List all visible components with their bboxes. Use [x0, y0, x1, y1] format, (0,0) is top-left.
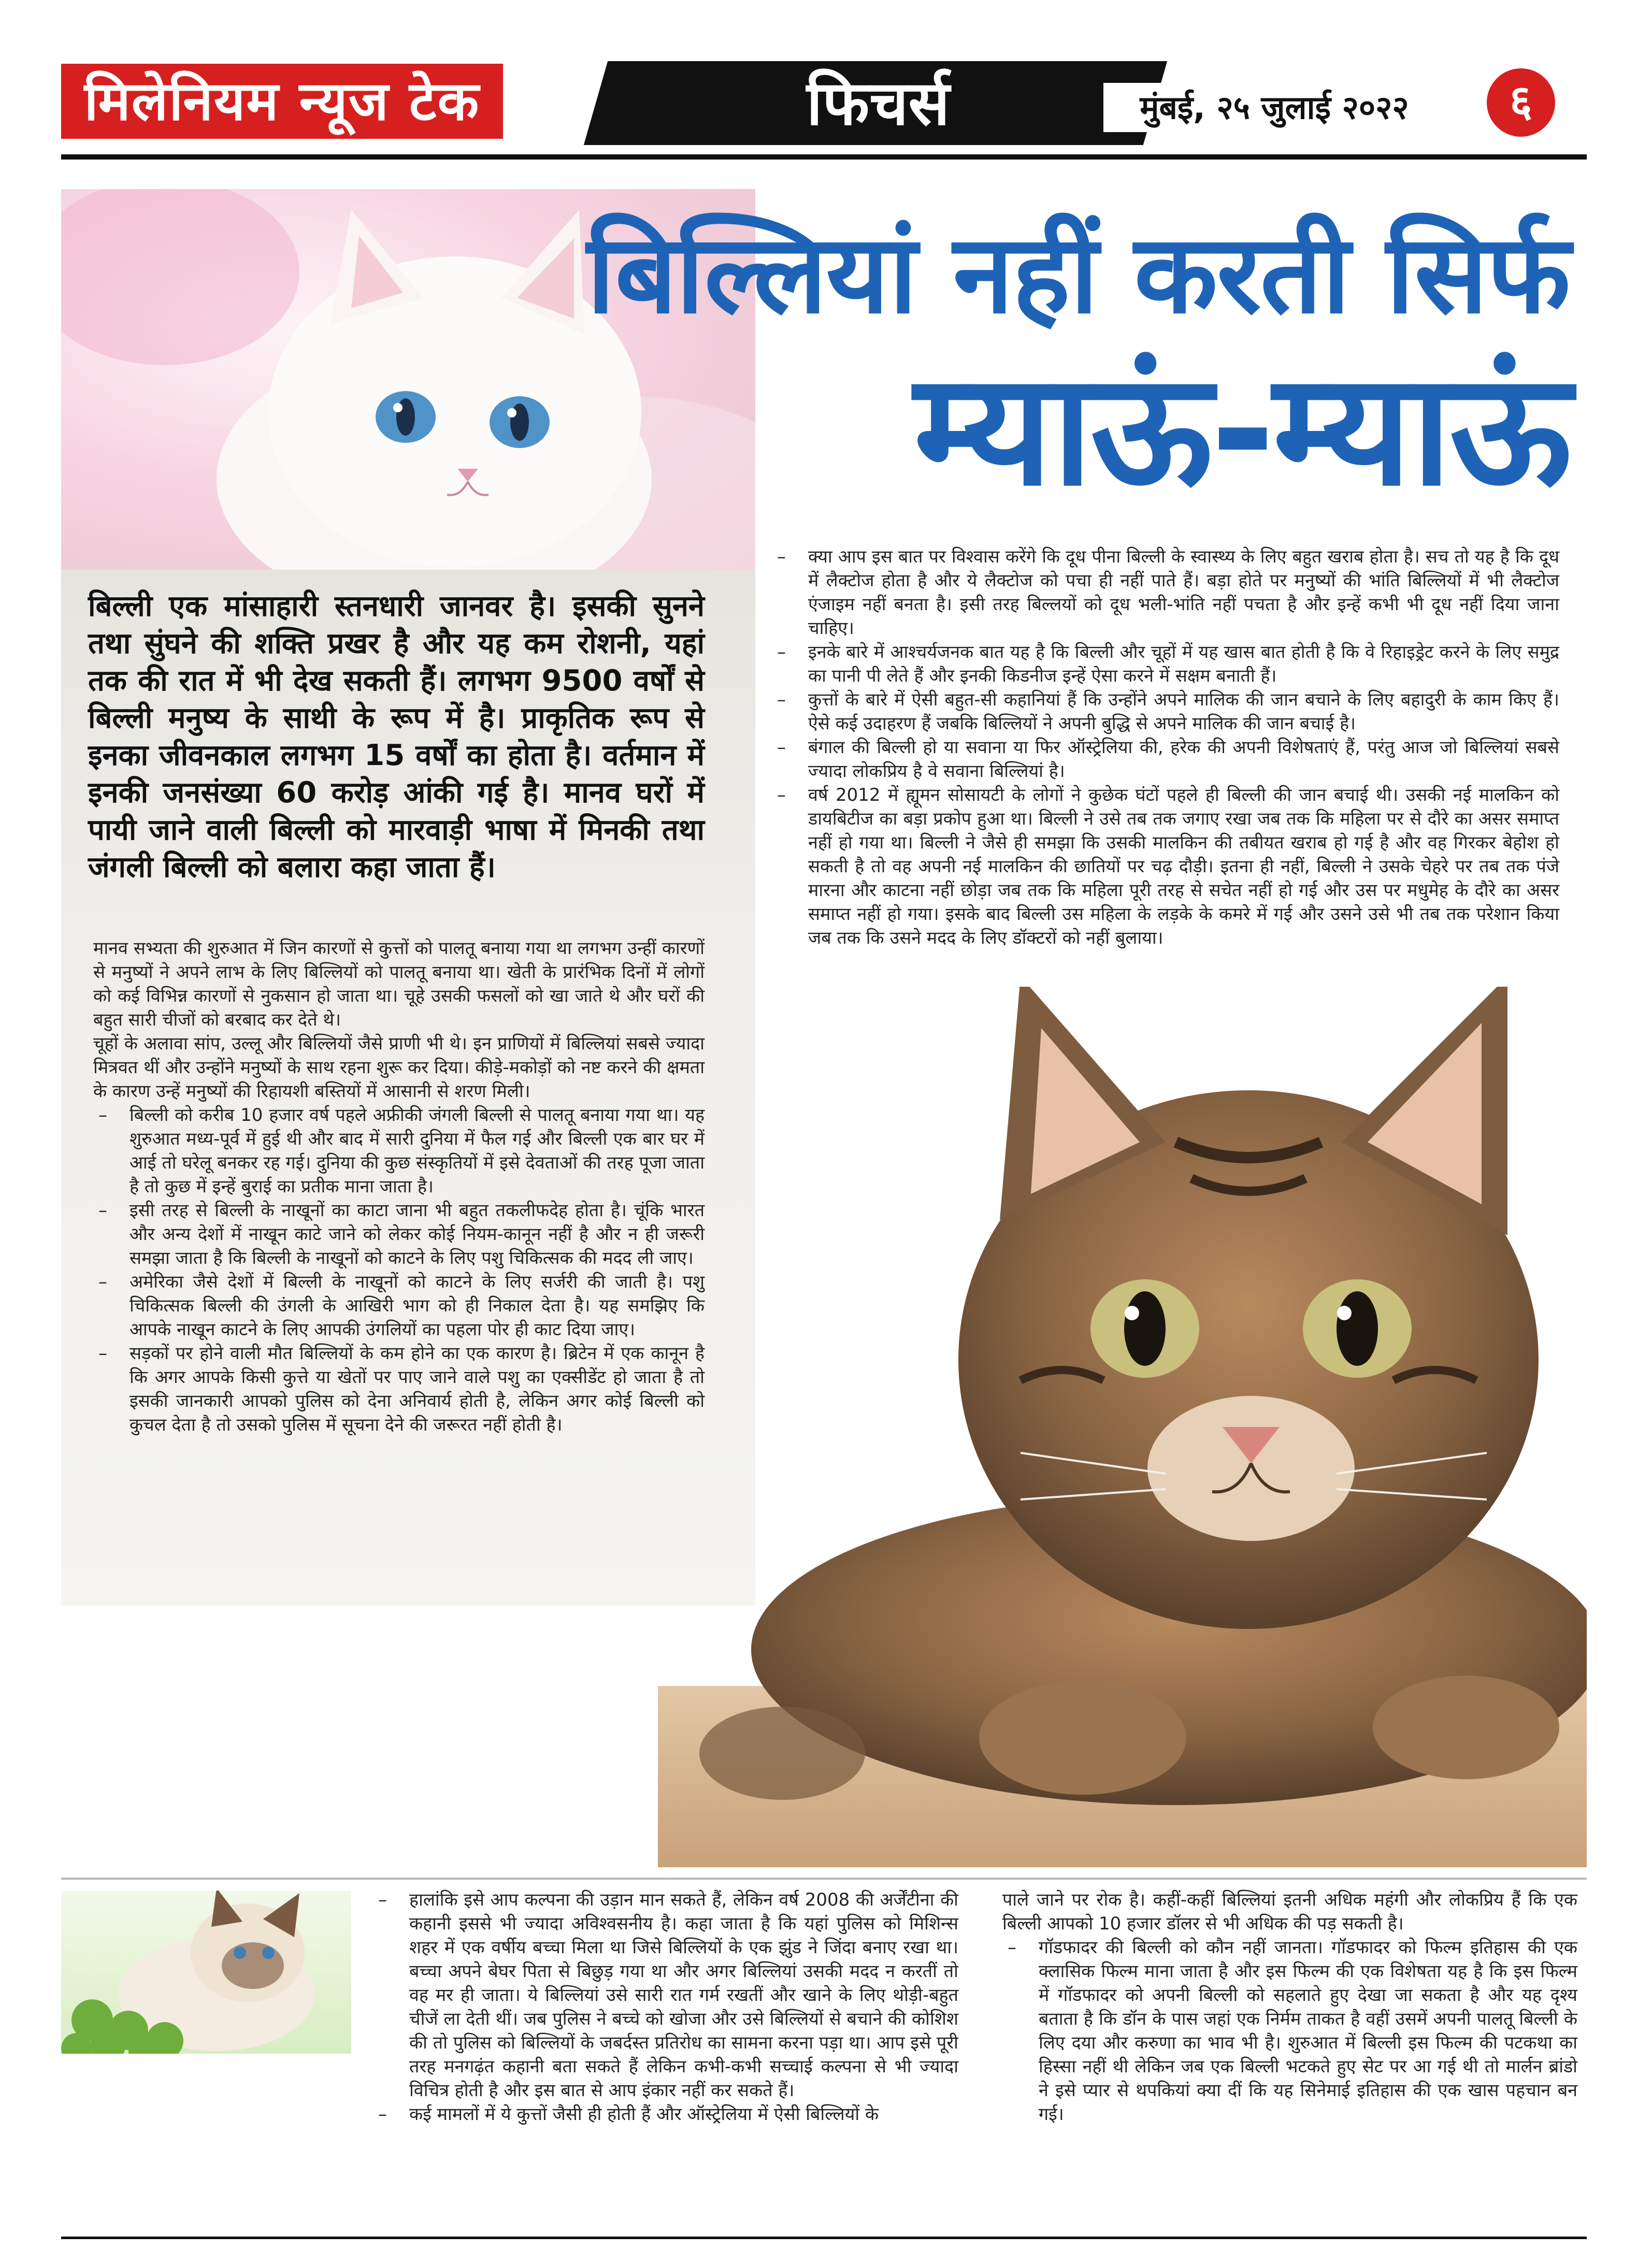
right-bullet-3: – कुत्तों के बारे में ऐसी बहुत-सी कहानियां हैं कि उन्होंने अपने मालिक की जान बचाने के लिए बहादुरी के काम किए हैं। ऐसे कई उदाहरण हैं जबकि बिल्लियों ने अपनी बुद्धि से अपने मालिक की जान बचाई है।: [772, 688, 1559, 736]
intro-paragraph: बिल्ली एक मांसाहारी स्तनधारी जानवर है। इसकी सुनने तथा सुंघने की शक्ति प्रखर है और यह कम रोशनी, यहां तक की रात में भी देख सकती हैं। लगभग 9500 वर्षों से बिल्ली मनुष्य के साथी के रूप में है। प्राकृतिक रूप से इनका जीवनकाल लगभग 15 वर्षों का होता है। वर्तमान में इनकी जनसंख्या 60 करोड़ आंकी गई है। मानव घरों में पायी जाने वाली बिल्ली को मारवाड़ी भाषा में मिनकी तथा जंगली बिल्ली को बलारा कहा जाता हैं।: [88, 589, 705, 884]
right-bullet-2: – इनके बारे में आश्चर्यजनक बात यह है कि बिल्ली और चूहों में यह खास बात होती है कि वे रिहाइड्रेट करने के लिए समुद्र का पानी पी लेते हैं और इनकी किडनीज इन्हें ऐसा करने में सक्षम बनाती हैं।: [772, 640, 1559, 688]
right-bullet-4: – बंगाल की बिल्ली हो या सवाना या फिर ऑस्ट्रेलिया की, हरेक की अपनी विशेषताएं हैं, परंतु आज जो बिल्लियां सबसे ज्यादा लोकप्रिय है वे सवाना बिल्लियां है।: [772, 736, 1559, 783]
right-column-body: [772, 545, 1559, 1021]
masthead-brand: मिलेनियम न्यूज टेक: [61, 64, 503, 139]
masthead-rule: [61, 154, 1587, 160]
tabby-kitten-photo: [658, 987, 1587, 1867]
left-para-1: मानव सभ्यता की शुरुआत में जिन कारणों से कुत्तों को पालतू बनाया गया था लगभग उन्हीं कारणों से मनुष्यों ने अपने लाभ के लिए बिल्लियों को पालतू बनाया था। खेती के प्रारंभिक दिनों में लोगों को कई विभिन्न कारणों से नुकसान हो जाता था। चूहे उसकी फसलों को खा जाते थे और घरों की बहुत सारी चीजों को बरबाद कर देते थे।: [93, 938, 705, 1030]
left-bullet-3: – अमेरिका जैसे देशों में बिल्ली के नाखूनों को काटने के लिए सर्जरी की जाती है। पशु चिकित्सक बिल्ली की उंगली के आखिरी भाग को ही निकाल देता है। यह समझिए कि आपके नाखून काटने के लिए आपकी उंगलियों का पहला पोर ही काट दिया जाए।: [93, 1270, 705, 1342]
bottom-left-column: [373, 1888, 958, 2225]
bottom-right-column: [1002, 1888, 1577, 2225]
left-bullet-4: – सड़कों पर होने वाली मौत बिल्लियों के कम होने का एक कारण है। ब्रिटेन में एक कानून है कि अगर आपके किसी कुत्ते या खेतों पर पाए जाने वाले पशु का एक्सीडेंट हो जाता है तो इसकी जानकारी आपको पुलिस को देना अनिवार्य होती है, लेकिन अगर कोई बिल्ली को कुचल देता है तो उसको पुलिस में सूचना देने की जरूरत नहीं होती है।: [93, 1342, 705, 1437]
headline-line-2: म्याऊं-म्याऊं: [914, 339, 1570, 520]
bottom-right-para-1: पाले जाने पर रोक है। कहीं-कहीं बिल्लियां इतनी अधिक महंगी और लोकप्रिय हैं कि एक बिल्ली आपको 10 हजार डॉलर से भी अधिक की पड़ सकती है।: [1002, 1890, 1577, 1934]
bottom-left-bullet-1: – हालांकि इसे आप कल्पना की उड़ान मान सकते हैं, लेकिन वर्ष 2008 की अर्जेंटीना की कहानी इससे भी ज्यादा अविश्वसनीय है। कहा जाता है कि यहां पुलिस को मिशिन्स शहर में एक वर्षीय बच्चा मिला था जिसे बिल्लियों के एक झुंड ने जिंदा बनाए रखा था। बच्चा अपने बेघर पिता से बिछुड़ गया था और अगर बिल्लियां उसकी मदद न करतीं तो वह मर ही जाता। ये बिल्लियां उसे सारी रात गर्म रखतीं और खाने के लिए थोड़ी-बहुत चीजें ला देती थीं। जब पुलिस ने बच्चे को खोजा और उसे बिल्लियों से बचाने की कोशिश की तो पुलिस को बिल्लियों के जबर्दस्त प्रतिरोध का सामना करना पड़ा था। आप इसे पूरी तरह मनगढ़ंत कहानी बता सकते हैं लेकिन कभी-कभी सच्चाई कल्पना से भी ज्यादा विचित्र होती है और इस बात से आप इंकार नहीं कर सकते हैं।: [373, 1888, 958, 2102]
bottom-section-divider: [61, 1878, 1587, 1880]
bottom-left-bullet-2: – कई मामलों में ये कुत्तों जैसी ही होती हैं और ऑस्ट्रेलिया में ऐसी बिल्लियों के: [373, 2102, 958, 2126]
bottom-right-bullet-1: – गॉडफादर की बिल्ली को कौन नहीं जानता। गॉडफादर को फिल्म इतिहास की एक क्लासिक फिल्म माना जाता है और इस फिल्म की एक विशेषता यह है कि इस फिल्म में गॉडफादर को अपनी बिल्ली को सहलाते हुए देखा जा सकता है और यह दृश्य बताता है कि डॉन के पास जहां एक निर्मम ताकत है वहीं उसमें अपनी पालतू बिल्ली के लिए दया और करुणा का भाव भी है। शुरुआत में बिल्ली इस फिल्म की पटकथा का हिस्सा नहीं थी लेकिन जब एक बिल्ली भटकते हुए सेट पर आ गई थी तो मार्लन ब्रांडो ने इसे प्यार से थपकियां क्या दीं कि यह सिनेमाई इतिहास की एक खास पहचान बन गई।: [1002, 1936, 1577, 2126]
left-bullet-1: – बिल्ली को करीब 10 हजार वर्ष पहले अफ्रीकी जंगली बिल्ली से पालतू बनाया गया था। यह शुरुआत मध्य-पूर्व में हुई थी और बाद में सारी दुनिया में फैल गई और बिल्ली एक बार घर में आई तो घरेलू बनकर रह गई। दुनिया की कुछ संस्कृतियों में इसे देवताओं की तरह पूजा जाता है तो कुछ में इन्हें बुराई का प्रतीक माना जाता है।: [93, 1103, 705, 1199]
masthead-section-title: फिचर्स: [806, 67, 950, 139]
right-bullet-5: – वर्ष 2012 में ह्यूमन सोसायटी के लोगों ने कुछेक घंटों पहले ही बिल्ली की जान बचाई थी। उसकी नई मालकिन को डायबिटीज का बड़ा प्रकोप हुआ था। बिल्ली ने उसे तब तक जगाए रखा जब तक कि महिला पर से दौरे का असर समाप्त नहीं हो गया था। बिल्ली ने जैसे ही समझा कि उसकी मालकिन की तबीयत खराब हो गई है और वह गिरकर बेहोश हो सकती है तो वह अपनी नई मालकिन की छातियों पर चढ़ दौड़ी। इतना ही नहीं, बिल्ली ने उसके चेहरे पर तब तक पंजे मारना और काटना नहीं छोड़ा जब तक कि महिला पूरी तरह से सचेत नहीं हो गई और उस पर मधुमेह के दौरे का असर समाप्त नहीं हो गया। इसके बाद बिल्ली उस महिला के लड़के के कमरे में गई और उसने उसे भी तब तक परेशान किया जब तक कि उसने मदद के लिए डॉक्टरों को नहीं बुलाया।: [772, 783, 1559, 950]
left-column-body: [93, 936, 705, 1610]
left-para-2: चूहों के अलावा सांप, उल्लू और बिल्लियों जैसे प्राणी भी थे। इन प्राणियों में बिल्लियां सबसे ज्यादा मित्रवत थीं और उन्होंने मनुष्यों के साथ रहना शुरू कर दिया। कीड़े-मकोड़ों को नष्ट करने की क्षमता के कारण उन्हें मनुष्यों की रिहायशी बस्तियों में आसानी से शरण मिली।: [93, 1033, 705, 1102]
headline-line-1: बिल्लियां नहीं करती सिर्फ: [586, 211, 1570, 338]
page-bottom-rule: [61, 2237, 1587, 2239]
siamese-kitten-photo: [61, 1891, 351, 2054]
page-number-badge: ६: [1487, 68, 1555, 137]
left-bullet-2: – इसी तरह से बिल्ली के नाखूनों का काटा जाना भी बहुत तकलीफदेह होता है। चूंकि भारत और अन्य देशों में नाखून काटे जाने को लेकर कोई नियम-कानून नहीं है और न ही जरूरी समझा जाता है कि बिल्ली के नाखूनों को काटने के लिए पशु चिकित्सक की मदद ली जाए।: [93, 1199, 705, 1270]
right-bullet-1: – क्या आप इस बात पर विश्वास करेंगे कि दूध पीना बिल्ली के स्वास्थ्य के लिए बहुत खराब होता है। सच तो यह है कि दूध में लैक्टोज होता है और ये लैक्टोज को पचा ही नहीं पाते हैं। बड़ा होते पर मनुष्यों की भांति बिल्लियों में भी लैक्टोज एंजाइम नहीं बनता है। इसी तरह बिल्लयों को दूध भली-भांति नहीं पचता है और इन्हें कभी भी दूध नहीं दिया जाना चाहिए।: [772, 545, 1559, 640]
masthead-dateline: मुंबई, २५ जुलाई २०२२: [1103, 83, 1445, 132]
